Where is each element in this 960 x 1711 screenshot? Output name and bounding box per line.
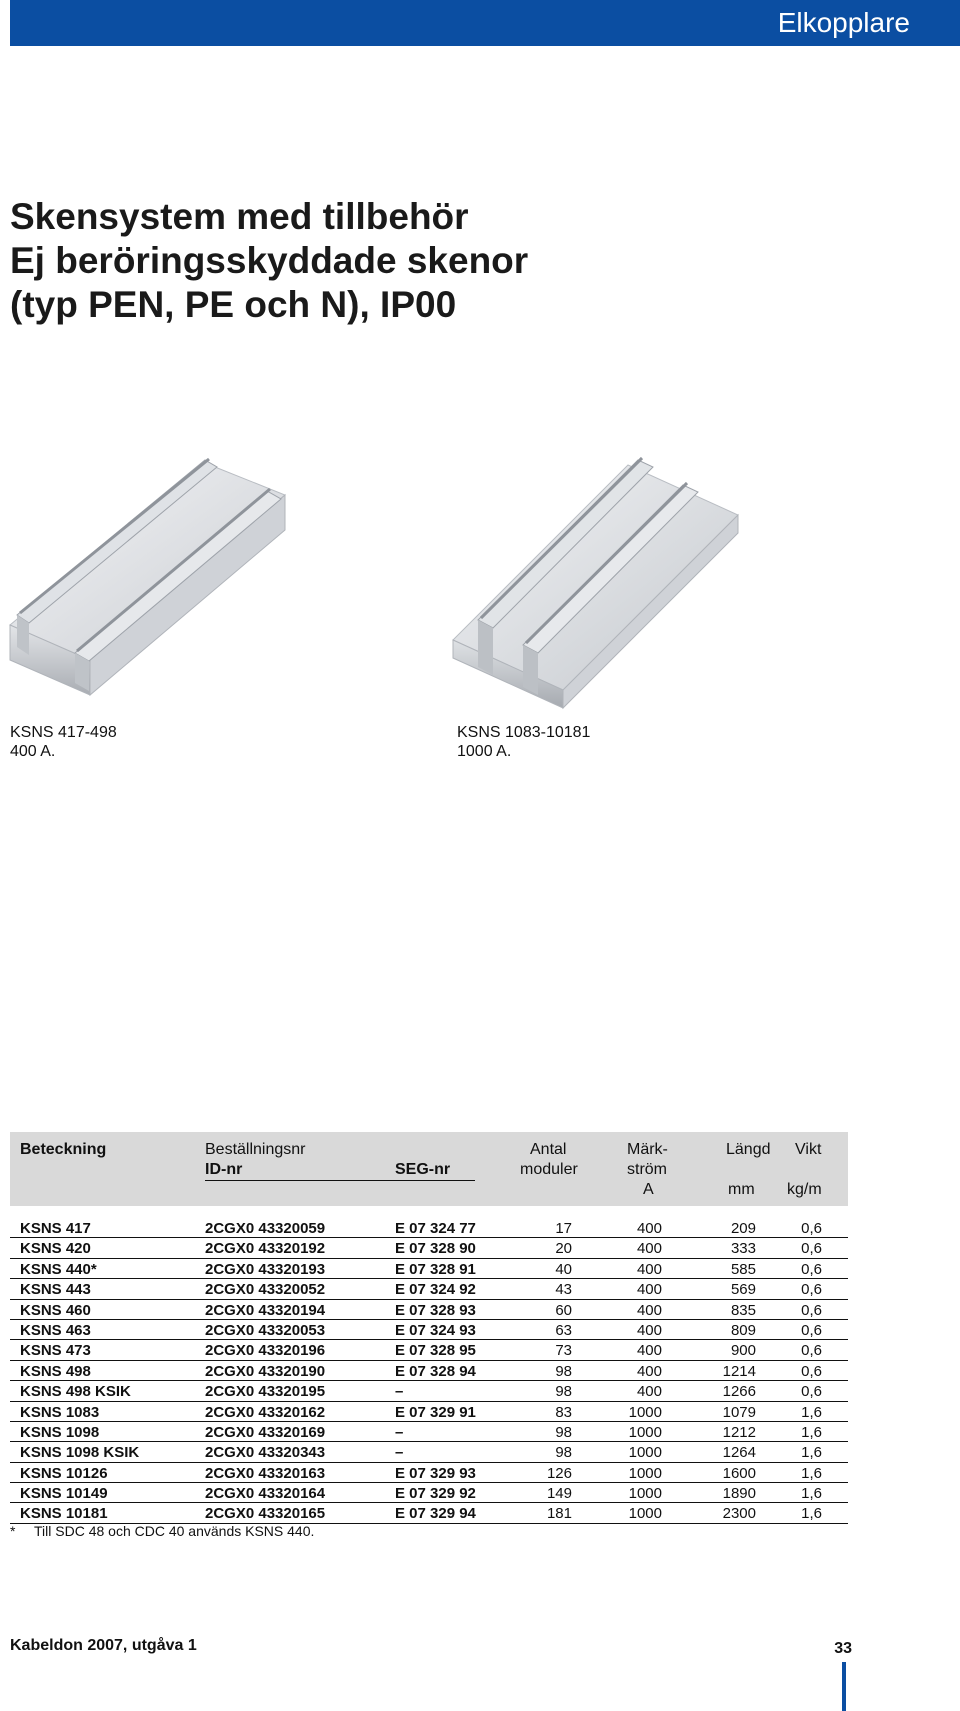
table-row: [10, 1483, 848, 1503]
cell-langd: 1266: [722, 1383, 756, 1401]
table-row: [10, 1259, 848, 1279]
cell-seg-nr: E 07 328 93: [395, 1301, 476, 1319]
product-name: KSNS 1083-10181: [457, 724, 591, 741]
cell-beteckning: KSNS 1098 KSIK: [20, 1444, 140, 1462]
cell-vikt: 1,6: [801, 1444, 822, 1462]
cell-seg-nr: E 07 328 95: [395, 1342, 476, 1360]
cell-id-nr: 2CGX0 43320192: [205, 1240, 326, 1258]
cell-seg-nr: E 07 329 92: [395, 1485, 476, 1503]
busbar-rail-1000a-image: [448, 440, 743, 710]
cell-beteckning: KSNS 463: [20, 1321, 91, 1339]
cell-seg-nr: E 07 324 77: [395, 1220, 476, 1237]
cell-antal: 73: [555, 1342, 572, 1360]
product-rating: 400 A.: [10, 743, 56, 760]
section-title: Elkopplare: [777, 7, 910, 38]
cell-vikt: 0,6: [801, 1321, 822, 1339]
cell-markstrom: 1000: [628, 1485, 662, 1503]
table-row: [10, 1238, 848, 1258]
col-header-beteckning: Beteckning: [20, 1141, 107, 1158]
cell-langd: 1890: [722, 1485, 756, 1503]
product-rating: 1000 A.: [457, 743, 512, 760]
cell-antal: 43: [555, 1281, 572, 1299]
cell-seg-nr: E 07 329 91: [395, 1403, 476, 1421]
cell-langd: 1600: [722, 1464, 756, 1482]
cell-vikt: 0,6: [801, 1220, 822, 1237]
cell-antal: 83: [555, 1403, 572, 1421]
cell-beteckning: KSNS 1083: [20, 1403, 100, 1421]
cell-antal: 98: [555, 1444, 572, 1462]
cell-antal: 17: [555, 1220, 572, 1237]
section-header-bar: [10, 0, 960, 46]
cell-id-nr: 2CGX0 43320196: [205, 1342, 326, 1360]
cell-id-nr: 2CGX0 43320059: [205, 1220, 326, 1237]
cell-seg-nr: E 07 324 92: [395, 1281, 476, 1299]
product-name: KSNS 417-498: [10, 724, 117, 741]
cell-antal: 40: [555, 1260, 572, 1278]
cell-vikt: 1,6: [801, 1423, 822, 1441]
cell-langd: 1214: [722, 1362, 756, 1380]
product-caption-left: [10, 723, 117, 761]
cell-langd: 835: [730, 1301, 756, 1319]
cell-seg-nr: –: [395, 1423, 404, 1441]
cell-beteckning: KSNS 417: [20, 1220, 91, 1237]
cell-seg-nr: E 07 328 94: [395, 1362, 476, 1380]
cell-id-nr: 2CGX0 43320052: [205, 1281, 326, 1299]
cell-beteckning: KSNS 10181: [20, 1505, 108, 1523]
cell-seg-nr: E 07 328 91: [395, 1260, 476, 1278]
publication-name: Kabeldon 2007, utgåva 1: [10, 1637, 197, 1654]
cell-beteckning: KSNS 420: [20, 1240, 91, 1258]
cell-markstrom: 400: [636, 1240, 662, 1258]
product-table: [10, 1218, 848, 1524]
cell-langd: 209: [730, 1220, 756, 1237]
cell-markstrom: 1000: [628, 1403, 662, 1421]
cell-id-nr: 2CGX0 43320053: [205, 1321, 326, 1339]
cell-vikt: 1,6: [801, 1403, 822, 1421]
cell-vikt: 1,6: [801, 1485, 822, 1503]
cell-antal: 98: [555, 1362, 572, 1380]
page-title-line-2: Ej beröringsskyddade skenor: [10, 240, 529, 281]
col-header-strom: ström: [627, 1161, 667, 1178]
cell-beteckning: KSNS 473: [20, 1342, 91, 1360]
cell-id-nr: 2CGX0 43320162: [205, 1403, 326, 1421]
footnote: [10, 1523, 314, 1539]
col-header-langd-unit: mm: [728, 1181, 755, 1198]
cell-langd: 585: [730, 1260, 756, 1278]
footnote-mark: *: [10, 1523, 16, 1539]
cell-seg-nr: E 07 328 90: [395, 1240, 476, 1258]
busbar-rail-400a-image: [5, 455, 295, 705]
cell-langd: 809: [730, 1321, 756, 1339]
cell-antal: 63: [555, 1321, 572, 1339]
col-header-id-nr: ID-nr: [205, 1161, 243, 1178]
cell-markstrom: 400: [636, 1260, 662, 1278]
col-header-vikt: Vikt: [795, 1141, 822, 1158]
col-header-mark-unit: A: [643, 1181, 654, 1198]
cell-beteckning: KSNS 10149: [20, 1485, 108, 1503]
cell-langd: 2300: [722, 1505, 756, 1523]
col-header-seg-nr: SEG-nr: [395, 1161, 451, 1178]
cell-langd: 333: [730, 1240, 756, 1258]
col-header-moduler: moduler: [520, 1161, 578, 1178]
col-header-langd: Längd: [726, 1141, 771, 1158]
cell-vikt: 0,6: [801, 1342, 822, 1360]
col-header-vikt-unit: kg/m: [787, 1181, 822, 1198]
cell-beteckning: KSNS 1098: [20, 1423, 100, 1441]
cell-id-nr: 2CGX0 43320195: [205, 1383, 326, 1401]
cell-markstrom: 1000: [628, 1444, 662, 1462]
table-row: [10, 1361, 848, 1381]
cell-id-nr: 2CGX0 43320165: [205, 1505, 326, 1523]
cell-antal: 98: [555, 1383, 572, 1401]
cell-seg-nr: E 07 324 93: [395, 1321, 476, 1339]
table-row: [10, 1300, 848, 1320]
cell-markstrom: 400: [636, 1321, 662, 1339]
cell-antal: 149: [546, 1485, 572, 1503]
table-row: [10, 1279, 848, 1299]
cell-markstrom: 400: [636, 1301, 662, 1319]
cell-antal: 20: [555, 1240, 572, 1258]
cell-markstrom: 400: [636, 1281, 662, 1299]
cell-seg-nr: E 07 329 94: [395, 1505, 476, 1523]
table-row: [10, 1320, 848, 1340]
page-title-line-3: (typ PEN, PE och N), IP00: [10, 284, 457, 325]
cell-seg-nr: E 07 329 93: [395, 1464, 476, 1482]
page-accent-bar: [842, 1662, 846, 1711]
cell-id-nr: 2CGX0 43320169: [205, 1423, 326, 1441]
col-header-bestallningsnr: Beställningsnr: [205, 1141, 306, 1158]
cell-vikt: 0,6: [801, 1383, 822, 1401]
cell-beteckning: KSNS 443: [20, 1281, 91, 1299]
cell-beteckning: KSNS 440*: [20, 1260, 97, 1278]
cell-markstrom: 1000: [628, 1423, 662, 1441]
cell-vikt: 1,6: [801, 1505, 822, 1523]
cell-beteckning: KSNS 460: [20, 1301, 91, 1319]
table-row: [10, 1381, 848, 1401]
cell-langd: 1264: [722, 1444, 756, 1462]
table-row: [10, 1503, 848, 1523]
cell-langd: 1212: [722, 1423, 756, 1441]
cell-langd: 569: [730, 1281, 756, 1299]
cell-id-nr: 2CGX0 43320190: [205, 1362, 326, 1380]
cell-antal: 60: [555, 1301, 572, 1319]
product-caption-right: [457, 723, 590, 761]
cell-id-nr: 2CGX0 43320164: [205, 1485, 326, 1503]
table-row: [10, 1340, 848, 1360]
cell-beteckning: KSNS 10126: [20, 1464, 108, 1482]
cell-vikt: 0,6: [801, 1240, 822, 1258]
cell-id-nr: 2CGX0 43320193: [205, 1260, 326, 1278]
page-title-line-1: Skensystem med tillbehör: [10, 196, 469, 237]
cell-id-nr: 2CGX0 43320163: [205, 1464, 326, 1482]
cell-markstrom: 400: [636, 1342, 662, 1360]
col-header-mark: Märk-: [627, 1141, 668, 1158]
table-row: [10, 1422, 848, 1442]
cell-antal: 181: [546, 1505, 572, 1523]
cell-seg-nr: –: [395, 1383, 404, 1401]
page-number: 33: [834, 1640, 852, 1657]
cell-vikt: 0,6: [801, 1260, 822, 1278]
footnote-text: Till SDC 48 och CDC 40 används KSNS 440.: [34, 1523, 315, 1539]
col-header-antal: Antal: [530, 1141, 567, 1158]
page-title: [10, 195, 528, 327]
cell-beteckning: KSNS 498 KSIK: [20, 1383, 131, 1401]
cell-vikt: 1,6: [801, 1464, 822, 1482]
cell-vikt: 0,6: [801, 1281, 822, 1299]
cell-markstrom: 1000: [628, 1505, 662, 1523]
table-row: [10, 1442, 848, 1462]
cell-markstrom: 400: [636, 1383, 662, 1401]
cell-vikt: 0,6: [801, 1301, 822, 1319]
cell-markstrom: 400: [636, 1220, 662, 1237]
cell-langd: 900: [730, 1342, 756, 1360]
cell-id-nr: 2CGX0 43320343: [205, 1444, 326, 1462]
cell-seg-nr: –: [395, 1444, 404, 1462]
table-row: [10, 1218, 848, 1238]
cell-beteckning: KSNS 498: [20, 1362, 91, 1380]
header-underline: [205, 1180, 475, 1181]
cell-antal: 98: [555, 1423, 572, 1441]
cell-markstrom: 400: [636, 1362, 662, 1380]
cell-langd: 1079: [722, 1403, 756, 1421]
cell-antal: 126: [546, 1464, 572, 1482]
table-row: [10, 1463, 848, 1483]
table-header: [10, 1132, 848, 1206]
cell-id-nr: 2CGX0 43320194: [205, 1301, 326, 1319]
cell-markstrom: 1000: [628, 1464, 662, 1482]
cell-vikt: 0,6: [801, 1362, 822, 1380]
table-row: [10, 1402, 848, 1422]
